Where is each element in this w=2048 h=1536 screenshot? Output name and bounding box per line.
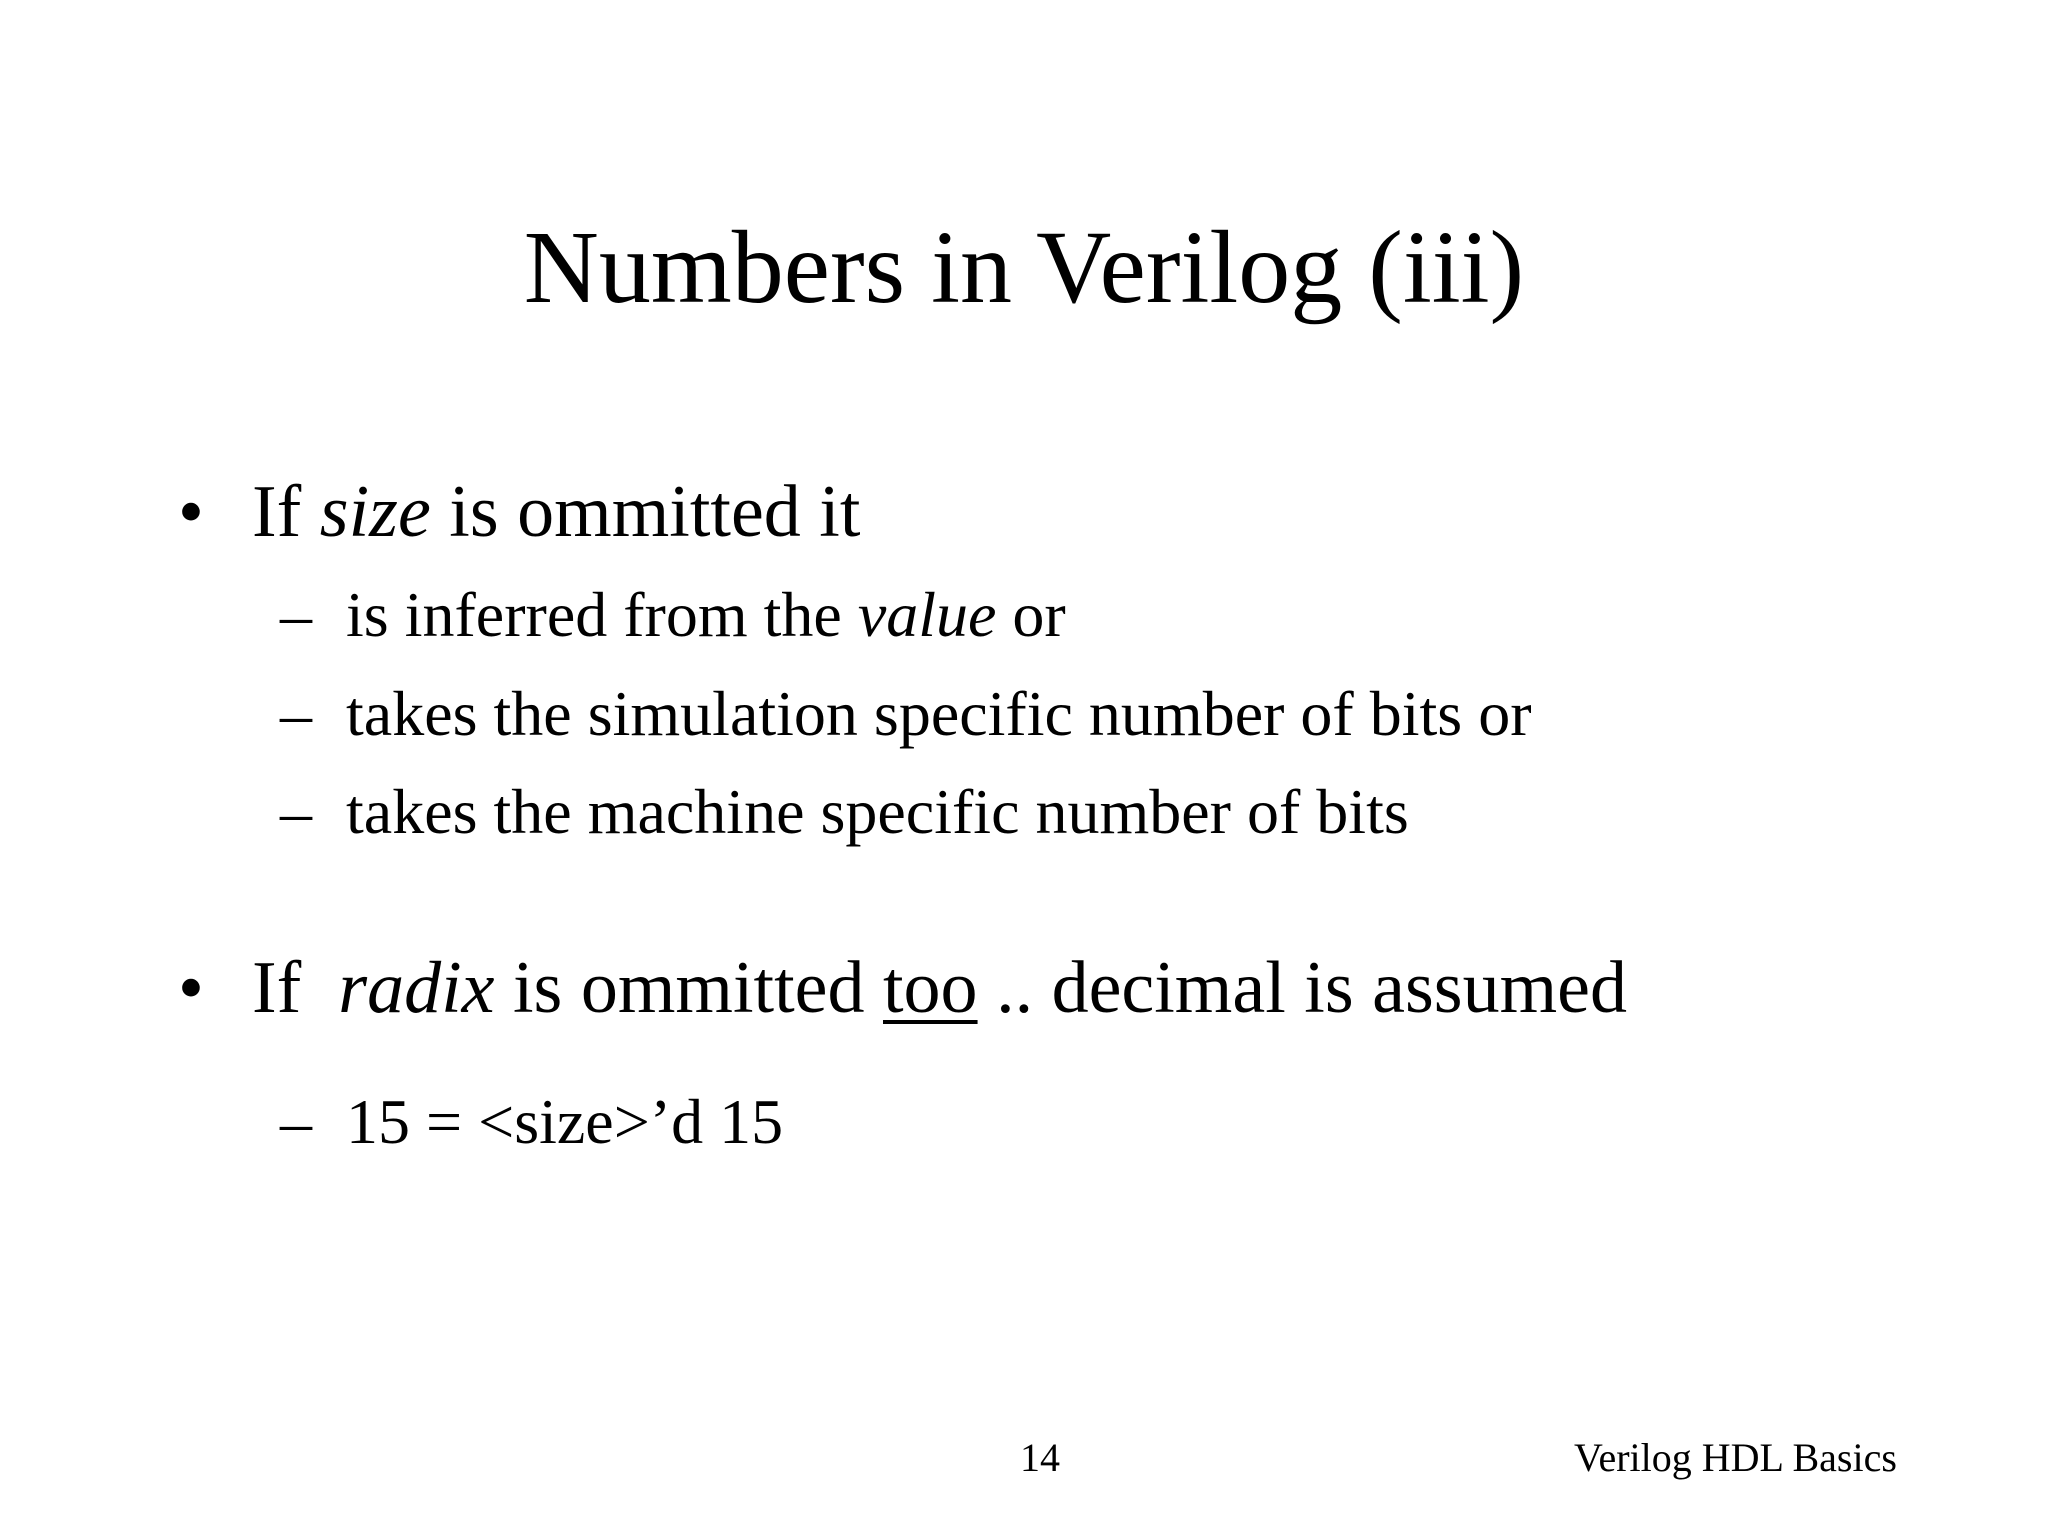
bullet-1-post: is ommitted it <box>430 471 861 553</box>
subitem-1-emphasis: value <box>857 579 997 650</box>
subitem-1-pre: is inferred from the <box>346 579 858 650</box>
bullet-2-post: .. decimal is assumed <box>977 947 1627 1029</box>
bullet-1-pre: If <box>252 471 320 553</box>
bullet-2-mid: is ommitted <box>494 947 883 1029</box>
subitem-4: 15 = <size>’d 15 <box>346 1086 784 1157</box>
subitem-1-post: or <box>996 579 1066 650</box>
bullet-2-emphasis: radix <box>338 947 495 1029</box>
subitem-3: takes the machine specific number of bits <box>346 776 1409 847</box>
bullet-1-text <box>252 470 860 555</box>
subitem-marker: – <box>280 776 312 847</box>
subitem-marker: – <box>280 1086 312 1157</box>
subitem-1 <box>346 578 1066 652</box>
subitem-2: takes the simulation specific number of bits or <box>346 678 1532 749</box>
bullet-2-pre: If <box>252 947 339 1029</box>
bullet-2-underlined: too <box>883 947 978 1029</box>
bullet-marker: • <box>178 947 204 1029</box>
bullet-1-emphasis: size <box>319 471 431 553</box>
page-number: 14 <box>1020 1435 1060 1480</box>
bullet-2-text <box>252 946 1627 1031</box>
subitem-marker: – <box>280 678 312 749</box>
footer-course-title: Verilog HDL Basics <box>1574 1435 1897 1480</box>
subitem-marker: – <box>280 579 312 650</box>
slide-title: Numbers in Verilog (iii) <box>523 210 1525 325</box>
bullet-marker: • <box>178 471 204 553</box>
